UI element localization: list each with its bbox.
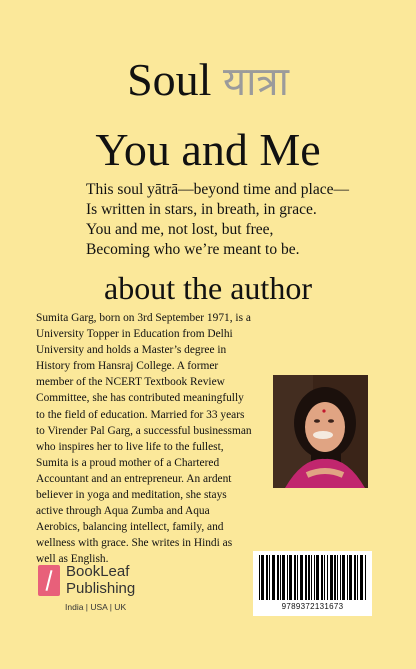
publisher-logo [38,565,178,615]
bio-line: wellness with grace. She writes in Hindi as [36,537,233,550]
publisher-name-line1: BookLeaf [66,563,130,580]
book-title [0,52,416,110]
bio-line: to Virender Pal Garg, a successful businessman [36,424,252,437]
publisher-regions: India | USA | UK [65,602,127,612]
poem-line: You and me, not lost, but free, [86,221,274,238]
book-subtitle: You and Me [95,124,321,175]
barcode-bars [259,555,366,600]
bio-line: believer in yoga and meditation, she stays [36,489,227,502]
bookleaf-logo-icon [38,565,60,596]
bio-line: Accountant and an entrepreneur. An ardent [36,472,232,485]
bio-line: to the field of education. Married for 33 years [36,408,245,421]
bio-line: University Topper in Education from Delhi [36,328,233,341]
publisher-name-line2: Publishing [66,579,136,597]
bio-line: member of the NCERT Textbook Review [36,376,225,389]
poem-line: Becoming who we’re meant to be. [86,241,300,258]
bio-line: Sumita Garg, born on 3rd September 1971, is a [36,312,251,324]
bio-line: who inspires her to live life to the fullest, [36,440,224,453]
isbn-number: 9789372131673 [281,602,344,611]
bio-line: well as English. [36,553,109,566]
poem-line: This soul yātrā—beyond time and place— [86,181,350,198]
bio-line: Committee, she has contributed meaningfully [36,392,244,405]
bio-line: University and holds a Master’s degree in [36,344,227,357]
title-word: Soul [127,54,212,105]
bio-line: History from Hansraj College. A former [36,360,219,373]
title-hindi-word: यात्रा [222,59,289,105]
publisher-name [66,564,135,597]
author-portrait-image [273,375,368,488]
about-author-heading: about the author [104,270,312,306]
bio-line: Sumita is a proud mother of a Chartered [36,456,220,469]
poem-line: Is written in stars, in breath, in grace. [86,201,317,218]
bio-line: Aerobics, balancing intellect, family, and [36,521,224,534]
author-photo [273,375,368,488]
isbn-barcode [253,551,372,616]
bio-line: active through Aqua Zumba and Aqua [36,505,210,518]
poem-block [86,180,386,260]
author-bio [36,310,276,568]
